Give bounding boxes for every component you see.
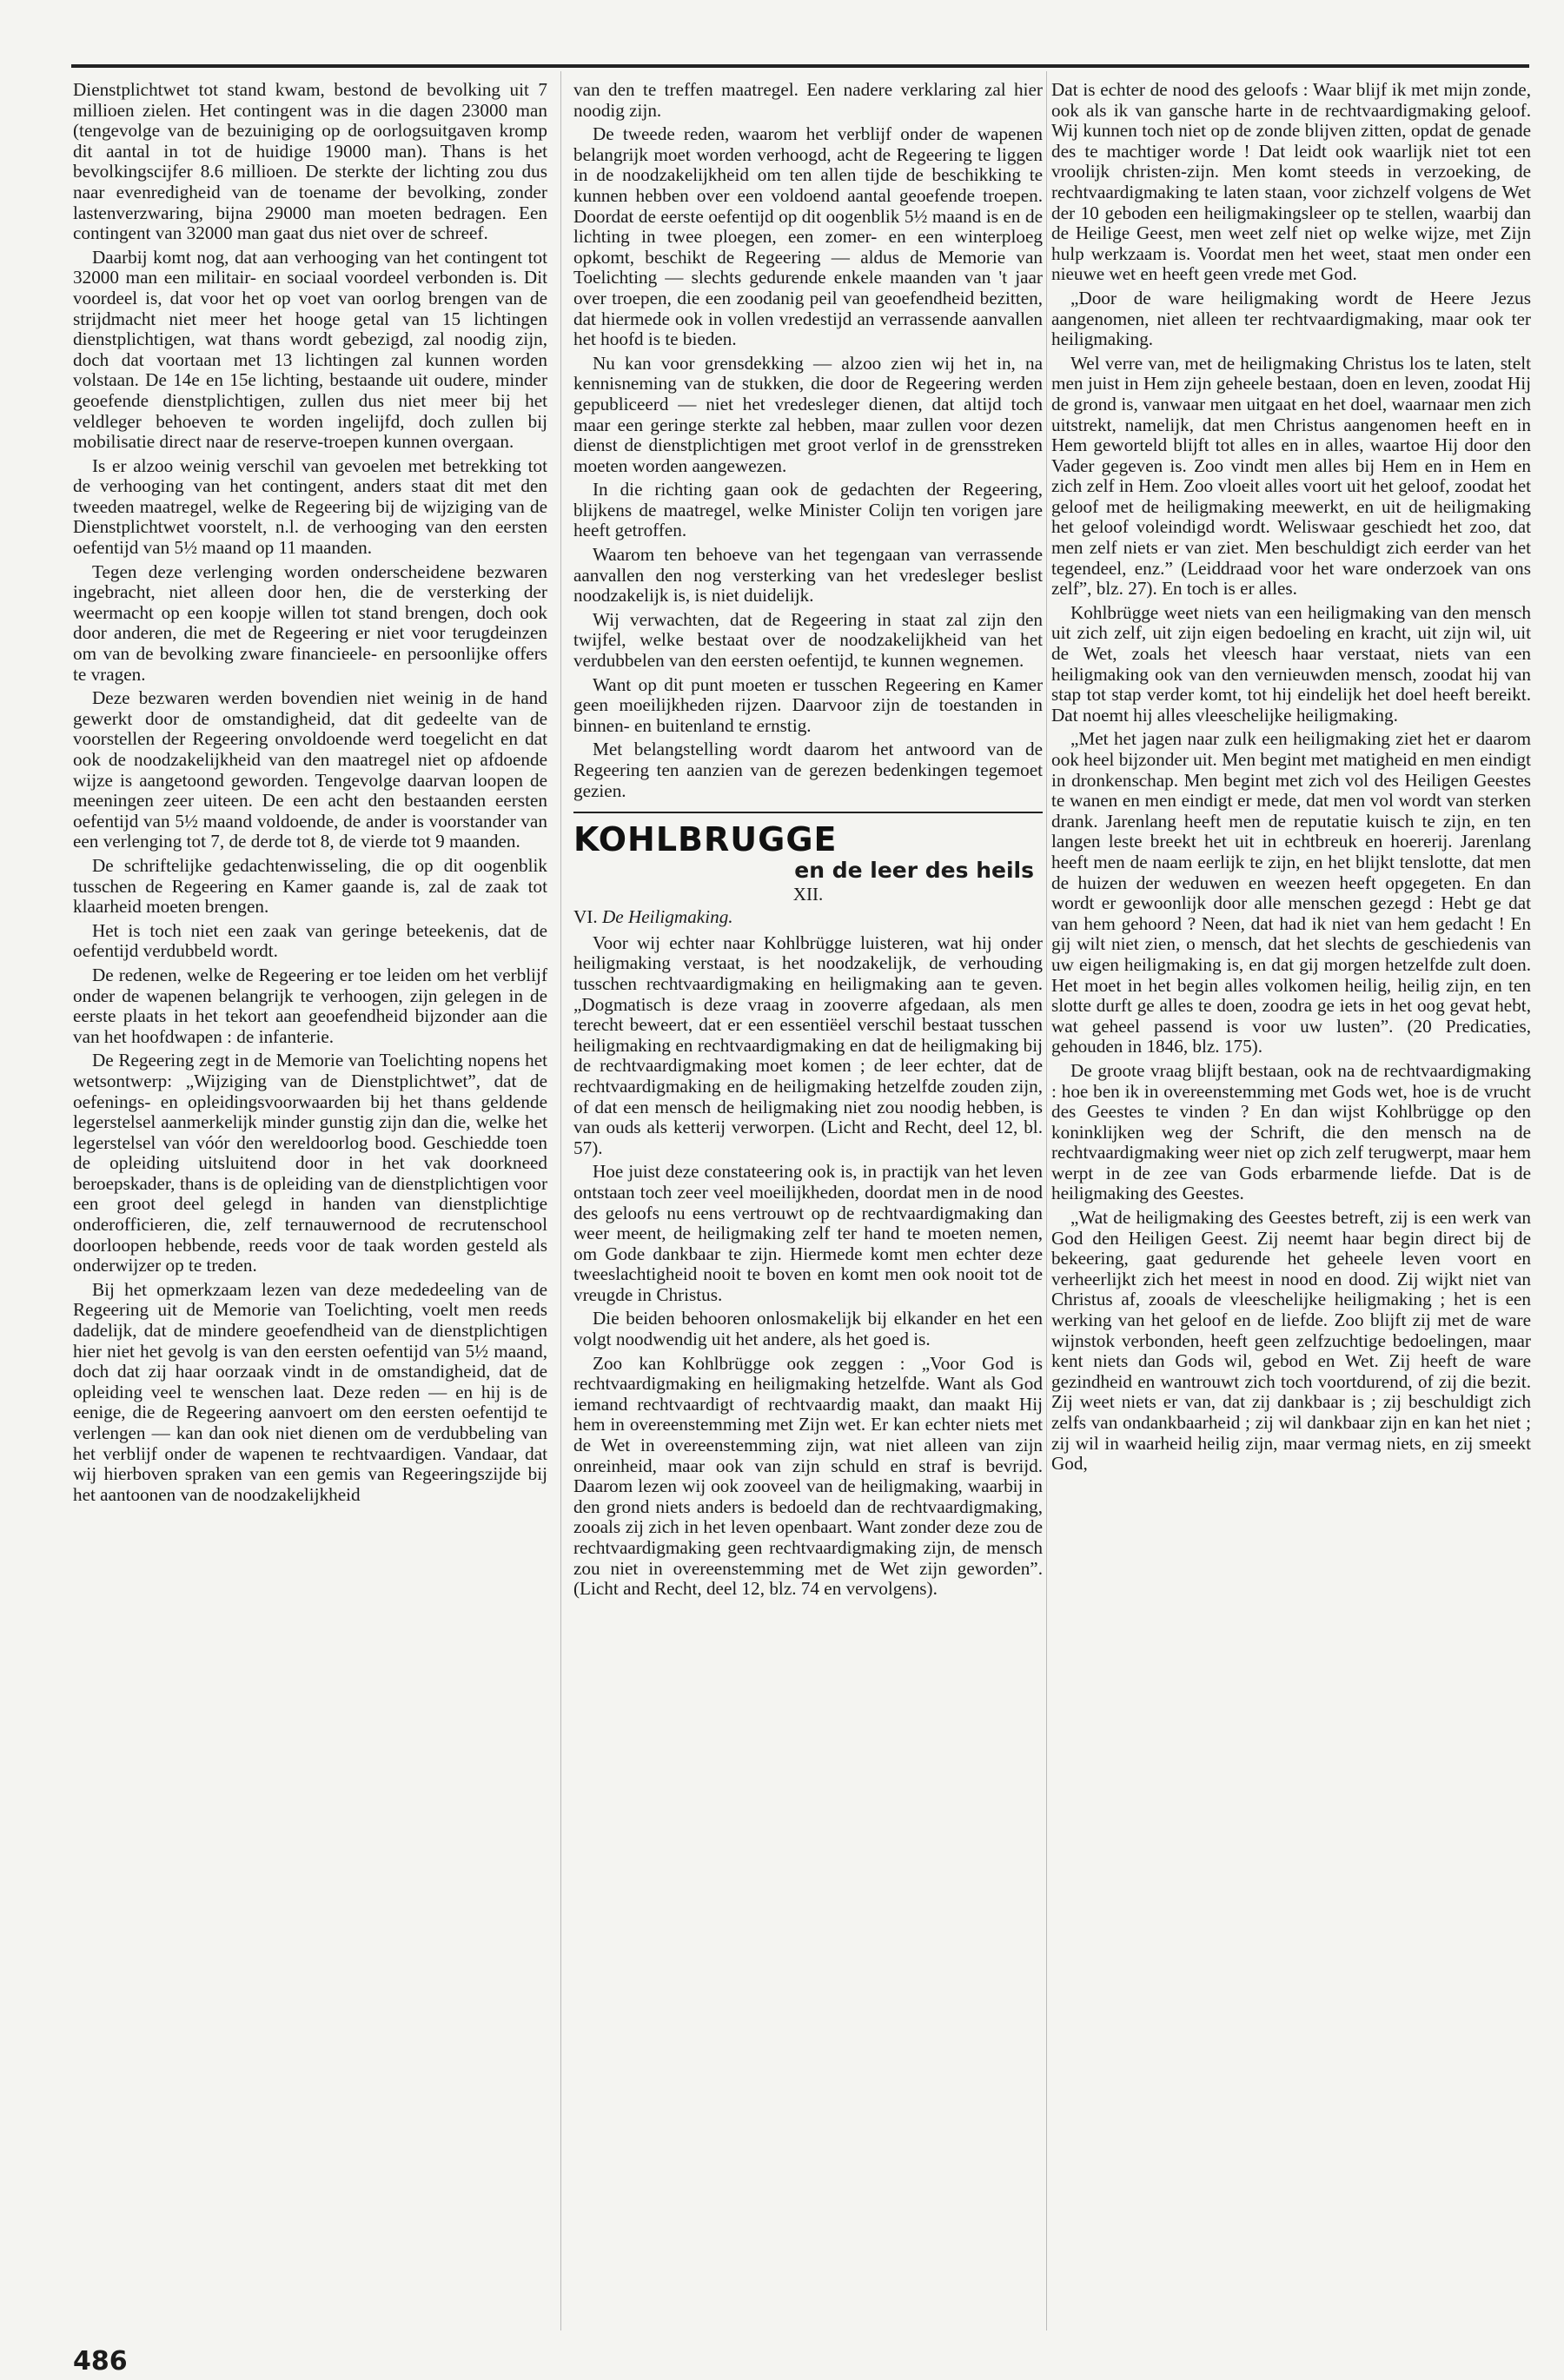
- paragraph: „Met het jagen naar zulk een heiligmaking ziet het er daarom ook heel bijzonder uit. Men begint met matigheid en men eindigt in dronkenschap. Men begint met zich vol des Heiligen Geestes te wanen en men eindigt er mede, dat men vol wordt van sterken drank. Jarenlang heeft men de reputatie kuisch te zijn, en ten langen leste breekt het uit in echtbreuk en hoererij. Jarenlang heeft men de naam eerlijk te zijn, en het blijkt tenslotte, dat men de huizen der weduwen en weezen heeft opgegeten. En dan wordt er gewoonlijk door alle menschen gezegd : Hebt ge dat van hem gehoord ? Neen, dat had ik niet van hem gedacht ! En gij wilt niet zien, o mensch, dat het slechts de geschiedenis van uw eigen heiligmaking is, en dat gij morgen hetzelfde zult doen. Het moet in het begin alles volkomen heilig, heilig zijn, en ten slotte durft ge alles te doen, zoodra ge iets in het oog gevat hebt, wat geheel passend is voor uw lusten”. (20 Predicaties, gehouden in 1846, blz. 175).: [1051, 728, 1531, 1057]
- article-subtitle: en de leer des heils: [794, 858, 1034, 884]
- article-title: KOHLBRUGGE: [573, 820, 838, 859]
- paragraph: van den te treffen maatregel. Een nadere verklaring zal hier noodig zijn.: [573, 79, 1043, 121]
- paragraph: „Door de ware heiligmaking wordt de Heere Jezus aangenomen, niet alleen ter rechtvaardigmaking, maar ook ter heiligmaking.: [1051, 287, 1531, 350]
- paragraph: De tweede reden, waarom het verblijf onder de wapenen belangrijk moet worden verhoogd, acht de Regeering te liggen in de noodzakelijkheid om ten allen tijde de beschikking te kunnen hebben over een voldoend aantal geoefende troepen. Doordat de eerste oefentijd op dit oogenblik 5½ maand is en de lichting in twee ploegen, een zomer- en een winterploeg opkomt, beschikt de Regeering — aldus de Memorie van Toelichting — slechts gedurende enkele maanden van 't jaar over troepen, die een zoodanig peil van geoefendheid bezitten, dat hiermede ook in vollen vredestijd an verrassende aanvallen het hoofd is te bieden.: [573, 123, 1043, 350]
- paragraph: Het is toch niet een zaak van geringe beteekenis, dat de oefentijd verdubbeld wordt.: [73, 919, 547, 962]
- paragraph: Bij het opmerkzaam lezen van deze mededeeling van de Regeering uit de Memorie van Toelichting, voelt men reeds dadelijk, dat de mindere geoefendheid van de dienstplichtigen hier niet het gevolg is van den eersten oefentijd van 5½ maand, doch dat zij haar oorzaak vindt in de omstandigheid, dat de opleiding veel te wenschen laat. Deze reden — en hij is de eenige, die de Regeering aanvoert om den eersten oefentijd te verlengen — kan dan ook niet dienen om de verdubbeling van het verblijf onder de wapenen te rechtvaardigen. Vandaar, dat wij hierboven spraken van een gemis van Regeeringszijde bij het aantoonen van de noodzakelijkheid: [73, 1278, 547, 1505]
- section-title: De Heiligmaking.: [601, 906, 733, 928]
- paragraph: Die beiden behooren onlosmakelijk bij elkander en het een volgt noodwendig uit het andere, als het goed is.: [573, 1308, 1043, 1350]
- paragraph: Wel verre van, met de heiligmaking Christus los te laten, stelt men juist in Hem zijn geheele bestaan, doen en leven, zoodat Hij de grond is, vanwaar men uitgaat en het doel, waarnaar men zich uitstrekt, namelijk, dat men Christus aangenomen heeft en in Hem geworteld blijft tot alles en in alles, waartoe Hij door den Vader gegeven is. Zoo vindt men alles bij Hem en in Hem en zich zelf in Hem. Zoo vloeit alles voort uit het geloof, zoodat het geloof met de heiligmaking meewerkt, en uit de heiligmaking het geloof voleindigd wordt. Weliswaar geschiedt het zoo, dat men zelf niets er van ziet. Men beschuldigt zich eerder van het tegendeel, enz.” (Leiddraad voor het ware onderzoek van ons zelf”, blz. 27). En toch is er alles.: [1051, 352, 1531, 600]
- paragraph: Wij verwachten, dat de Regeering in staat zal zijn den twijfel, welke bestaat over de noodzakelijkheid van het verdubbelen van den eersten oefentijd, te kunnen wegnemen.: [573, 608, 1043, 672]
- paragraph: Voor wij echter naar Kohlbrügge luisteren, wat hij onder heiligmaking verstaat, is het noodzakelijk, de verhouding tusschen rechtvaardigmaking en heiligmaking aan te geven. „Dogmatisch is deze vraag in zooverre afgedaan, als men terecht beweert, dat er een essentiëel verschil bestaat tusschen heiligmaking en rechtvaardigmaking en dat de heiligmaking bij de rechtvaardigmaking moet komen ; de leer echter, dat de rechtvaardigmaking en de heiligmaking hetzelfde zouden zijn, of dat een mensch de heiligmaking niet zou noodig hebben, is van ouds als ketterij verworpen. (Licht and Recht, deel 12, bl. 57).: [573, 931, 1043, 1158]
- paragraph: Met belangstelling wordt daarom het antwoord van de Regeering ten aanzien van de gerezen bedenkingen tegemoet gezien.: [573, 739, 1043, 801]
- column-3: [1051, 80, 1531, 1478]
- paragraph: Kohlbrügge weet niets van een heiligmaking van den mensch uit zich zelf, uit zijn eigen bedoeling en kracht, uit zijn wil, uit de Wet, zoals het vleesch haar verstaat, niets van een heiligmaking ook van den vernieuwden mensch, zoodat hij van stap tot stap verder komt, tot hij eindelijk het doel heeft bereikt. Dat noemt hij alles vleeschelijke heiligmaking.: [1051, 601, 1531, 726]
- column-divider-2: [1046, 71, 1047, 2330]
- paragraph: De groote vraag blijft bestaan, ook na de rechtvaardigmaking : hoe ben ik in overeenstemming met Gods wet, hoe is de vrucht des Geestes te vinden ? En dan wijst Kohlbrügge op den koninklijken weg der Schrift, die den mensch na de rechtvaardigmaking weer niet op zich zelf terugwerpt, maar hem werpt in de zee van Gods erbarmende liefde. Dat is de heiligmaking des Geestes.: [1051, 1059, 1531, 1204]
- paragraph: Nu kan voor grensdekking — alzoo zien wij het in, na kennisneming van de stukken, die door de Regeering werden gepubliceerd — niet het vredesleger dienen, dat altijd toch maar een geringe sterkte zal hebben, maar zullen voor dezen dienst de dienstplichtigen met groot verlof in de grensstreken moeten worden aangewezen.: [573, 352, 1043, 476]
- paragraph: Zoo kan Kohlbrügge ook zeggen : „Voor God is rechtvaardigmaking en heiligmaking hetzelfde. Want als God iemand rechtvaardigt of rechtvaardig maakt, dan maakt Hij hem in overeenstemming met Zijn wet. Er kan echter niets met de Wet in overeenstemming zijn, wat niet alleen van zijn onreinheid, maar ook van zijn schuld en straf is bevrijd. Daarom lezen wij ook zooveel van de heiligmaking, waarbij in den grond niets anders is bedoeld dan de rechtvaardigmaking, zooals zij zich in het leven openbaart. Want zonder deze zou de rechtvaardigmaking geen rechtvaardigmaking zijn, de mensch zou niet in overeenstemming met de Wet zijn geworden”. (Licht and Recht, deel 12, blz. 74 en vervolgens).: [573, 1352, 1043, 1600]
- column-divider-1: [560, 71, 561, 2330]
- paragraph: De schriftelijke gedachtenwisseling, die op dit oogenblik tusschen de Regeering en Kamer gaande is, zal de zaak tot klaarheid moeten brengen.: [73, 854, 547, 918]
- paragraph: Want op dit punt moeten er tusschen Regeering en Kamer geen moeilijkheden rijzen. Daarvoor zijn de toestanden in binnen- en buitenland te ernstig.: [573, 673, 1043, 736]
- paragraph: Deze bezwaren werden bovendien niet weinig in de hand gewerkt door de omstandigheid, dat dit gedeelte van de voorstellen der Regeering onvoldoende werd toegelicht en dat ook de noodzakelijkheid van den maatregel niet op afdoende wijze is aangetoond geworden. Tengevolge daarvan loopen de meeningen zeer uiteen. De een acht den bestaanden eersten oefentijd van 5½ maand voldoende, de ander is voorstander van een verlenging tot 7, de derde tot 8, de vierde tot 9 maanden.: [73, 687, 547, 852]
- paragraph: Hoe juist deze constateering ook is, in practijk van het leven ontstaan toch zeer veel moeilijkheden, doordat men in de nood des geloofs nu eens vertrouwt op de rechtvaardigmaking dan weer meent, de heiligmaking zelf ter hand te moeten nemen, om Gode dankbaar te zijn. Hiermede komt men echter deze tweeslachtigheid nooit te boven en komt men ook nooit tot de vreugde in Christus.: [573, 1161, 1043, 1305]
- article-separator: [573, 812, 1043, 813]
- column-1: [73, 80, 547, 1508]
- paragraph: Is er alzoo weinig verschil van gevoelen met betrekking tot de verhooging van het contingent, anders staat dit met den tweeden maatregel, welke de Regeering bij de wijziging van de Dienstplichtwet voorstelt, n.l. de verhooging van den eersten oefentijd van 5½ maand op 11 maanden.: [73, 454, 547, 559]
- paragraph: Dienstplichtwet tot stand kwam, bestond de bevolking uit 7 millioen zielen. Het contingent was in die dagen 23000 man (tengevolge van de bezuiniging op de oorlogsuitgaven kromp dit aantal in tot de huidige 19000 man). Thans is het bevolkingscijfer 8.6 millioen. De sterkte der lichting zou dus naar evenredigheid van de toename der bevolking, zonder lastenverzwaring, bijna 29000 man moeten bedragen. Een contingent van 32000 man gaat dus niet over de schreef.: [73, 79, 547, 244]
- paragraph: Dat is echter de nood des geloofs : Waar blijf ik met mijn zonde, ook als ik van gansche harte in de rechtvaardigmaking geloof. Wij kunnen toch niet op de zonde blijven zitten, opdat de genade des te machtiger worde ! Dat leidt ook waarlijk niet tot een vroolijk christen-zijn. Men komt steeds in verzoeking, de rechtvaardigmaking te laten staan, voor zichzelf volgens de Wet der 10 geboden een heiligmakingsleer op te stellen, waarbij dan de Heilige Geest, men weet zelf niet op welke wijze, met Zijn hulp werkzaam is. Voordat men het weet, staat men onder een nieuwe wet en heeft geen vrede met God.: [1051, 79, 1531, 285]
- top-rule: [71, 64, 1529, 68]
- article-part-number: XII.: [792, 884, 824, 905]
- paragraph: Tegen deze verlenging worden onderscheidene bezwaren ingebracht, niet alleen door hen, die de versterking der weermacht op een koopje willen tot stand brengen, doch ook door anderen, die met de Regeering er niet voor terugdeinzen om van de bevolking zware financieele- en persoonlijke offers te vragen.: [73, 560, 547, 685]
- paragraph: „Wat de heiligmaking des Geestes betreft, zij is een werk van God den Heiligen Geest. Zij neemt haar begin direct bij de bekeering, gaat gedurende het geheele leven voort en verheerlijkt zich het meest in nood en dood. Zij wijkt niet van Christus af, zooals de vleeschelijke heiligmaking ; het is een werking van het geloof en de liefde. Zoo blijft zij met de ware wijnstok verbonden, heeft geen zelfzuchtige bedoelingen, maar kent niets dan Gods wil, gebod en Wet. Zij heeft de ware gezindheid en wantrouwt zich toch voortdurend, of zij die bezit. Zij weet niets er van, dat zij dankbaar is ; zij beschuldigt zich zelfs van ondankbaarheid ; zij wil dankbaar zijn en kan het niet ; zij wil in waarheid heilig zijn, maar vermag niets, en zij smeekt God,: [1051, 1207, 1531, 1475]
- paragraph: De Regeering zegt in de Memorie van Toelichting nopens het wetsontwerp: „Wijziging van de Dienstplichtwet”, dat de oefenings- en opleidingsvoorwaarden bij het thans geldende legerstelsel aanmerkelijk minder gunstig zijn dan die, welke het legerstelsel van vóór den wereldoorlog bood. Geschiedde toen de opleiding uitsluitend door in het vak doorkneed beroepskader, thans is de opleiding van de dienstplichtigen voor een groot deel gelegd in handen van dienstplichtige onderofficieren, die, zelf ternauwernood de recrutenschool doorloopen hebbende, reeds voor de taak worden gesteld als onderwijzer op te treden.: [73, 1050, 547, 1276]
- paragraph: Daarbij komt nog, dat aan verhooging van het contingent tot 32000 man een militair- en sociaal voordeel verbonden is. Dit voordeel is, dat voor het op voet van oorlog brengen van de strijdmacht niet meer het hooge getal van 15 lichtingen dienstplichtigen, wat thans wordt gebezigd, zal noodig zijn, doch dat voortaan met 13 lichtingen zal kunnen worden volstaan. De 14e en 15e lichting, bestaande uit oudere, minder geoefende dienstplichtigen, zullen dus niet meer bij het veldleger behoeven te worden ingelijfd, doch zullen bij mobilisatie direct naar de reserve-troepen kunnen overgaan.: [73, 246, 547, 453]
- paragraph: De redenen, welke de Regeering er toe leiden om het verblijf onder de wapenen belangrijk te verhoogen, zijn gelegen in de eerste plaats in het tekort aan geoefendheid bijzonder aan die van het hoofdwapen : de infanterie.: [73, 964, 547, 1047]
- column-2: [573, 80, 1043, 1603]
- paragraph: Waarom ten behoeve van het tegengaan van verrassende aanvallen den nog versterking van het vredesleger beslist noodzakelijk is, is niet duidelijk.: [573, 544, 1043, 607]
- page-number: 486: [73, 2346, 128, 2377]
- section-heading: [573, 907, 1043, 928]
- section-number: VI.: [573, 906, 598, 928]
- paragraph: In die richting gaan ook de gedachten der Regeering, blijkens de maatregel, welke Minister Colijn ten vorigen jare heeft getroffen.: [573, 479, 1043, 541]
